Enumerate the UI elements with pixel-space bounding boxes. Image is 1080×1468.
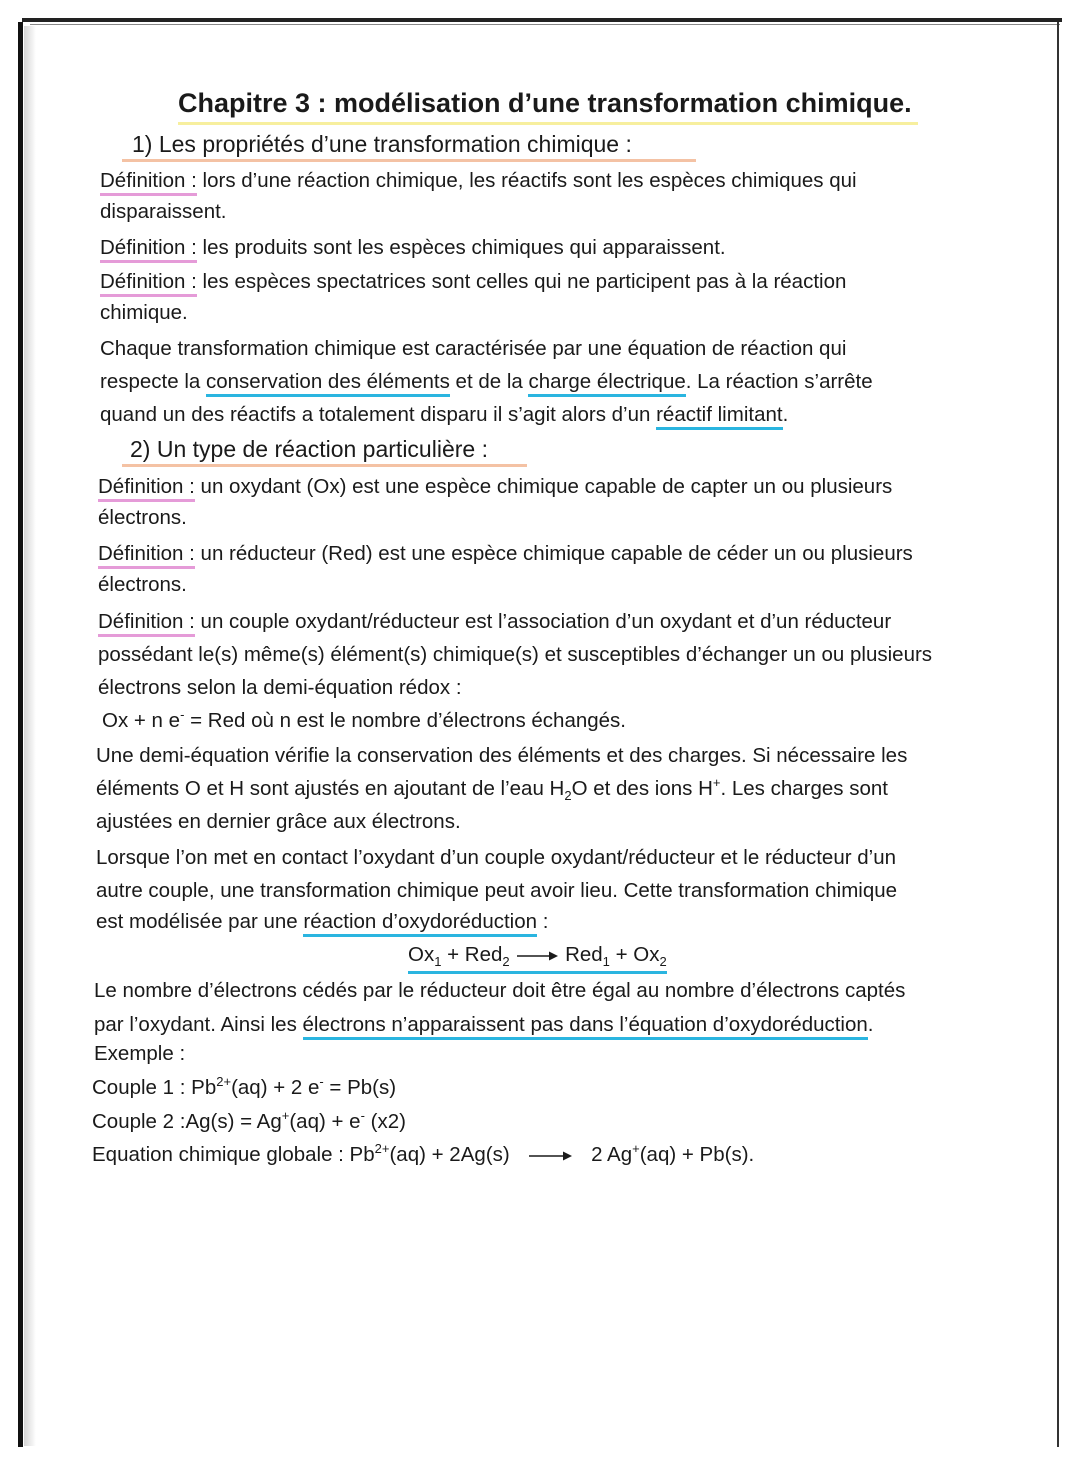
text-line: Lorsque l’on met en contact l’oxydant d’un couple oxydant/réducteur et le réducteur d’un [96, 846, 897, 869]
title-highlight [178, 122, 918, 125]
definition-label: Définition : [98, 610, 195, 637]
text-line: Le nombre d’électrons cédés par le réducteur doit être égal au nombre d’électrons captés [94, 979, 906, 1002]
text-line: électrons. [98, 573, 187, 596]
text-line: Une demi-équation vérifie la conservation des éléments et des charges. Si nécessaire les [96, 744, 908, 767]
redox-equation: $Ox_1 + Red_2$ $Red_1 + Ox_2$ [408, 942, 667, 974]
chapter-title: Chapitre 3 : modélisation d’une transformation chimique. [178, 88, 912, 118]
definition-label: Définition : [100, 236, 197, 263]
definition-produits: Définition : les produits sont les espèces chimiques qui apparaissent. [100, 235, 726, 261]
key-term: réactif limitant [656, 403, 782, 430]
couple-1: Couple 1 : $Pb^{2+}(aq) + 2$ e- = Pb(s) [92, 1074, 397, 1099]
section1-heading: 1) Les propriétés d’une transformation chimique : [132, 131, 632, 157]
example-label: Exemple : [94, 1042, 186, 1065]
definition-label: Définition : [98, 542, 195, 569]
definition-couple: Définition : un couple oxydant/réducteur est l’association d’un oxydant et d’un réducteur [98, 609, 891, 635]
couple-2: Couple 2 :Ag(s) = Ag+(aq) + e- (x2) [92, 1108, 406, 1133]
text-line: quand un des réactifs a totalement disparu il s’agit alors d’un réactif limitant. [100, 402, 788, 428]
definition-reactifs: Définition : lors d’une réaction chimique, les réactifs sont les espèces chimiques qui [100, 168, 857, 194]
text-line: électrons selon la demi-équation rédox : [98, 676, 462, 699]
text-line: électrons. [98, 506, 187, 529]
text-line: autre couple, une transformation chimique peut avoir lieu. Cette transformation chimique [96, 879, 898, 902]
text-line: par l’oxydant. Ainsi les électrons n’apparaissent pas dans l’équation d’oxydoréduction. [94, 1012, 874, 1038]
definition-label: Définition : [100, 169, 197, 196]
section2-heading: 2) Un type de réaction particulière : [130, 436, 488, 462]
text-line: possédant le(s) même(s) élément(s) chimique(s) et susceptibles d’échanger un ou plusieurs [98, 643, 933, 666]
definition-label: Définition : [100, 270, 197, 297]
reaction-arrow-icon [527, 1150, 573, 1162]
key-term: électrons n’apparaissent pas dans l’équation d’oxydoréduction [303, 1013, 868, 1040]
section2-highlight [122, 464, 527, 467]
text-line: disparaissent. [100, 200, 227, 223]
key-term: conservation des éléments [206, 370, 450, 397]
half-equation: Ox + n e- = Red où n est le nombre d’électrons échangés. [102, 707, 626, 732]
definition-reducteur: Définition : un réducteur (Red) est une espèce chimique capable de céder un ou plusieurs [98, 541, 913, 567]
text-line: chimique. [100, 301, 188, 324]
text-line: éléments O et H sont ajustés en ajoutant de l’eau $H_2O$ et des ions H+. Les charges sont [96, 775, 888, 804]
key-term: réaction d’oxydoréduction [303, 910, 537, 937]
definition-oxydant: Définition : un oxydant (Ox) est une espèce chimique capable de capter un ou plusieurs [98, 474, 892, 500]
reaction-arrow-icon [515, 950, 559, 962]
text-line: ajustées en dernier grâce aux électrons. [96, 810, 461, 833]
key-term: charge électrique [528, 370, 685, 397]
text-line: Chaque transformation chimique est caractérisée par une équation de réaction qui [100, 337, 847, 360]
definition-label: Définition : [98, 475, 195, 502]
definition-spectatrices: Définition : les espèces spectatrices sont celles qui ne participent pas à la réaction [100, 269, 846, 295]
text-line: respecte la conservation des éléments et de la charge électrique. La réaction s’arrête [100, 369, 873, 395]
global-equation: Equation chimique globale : $Pb^{2+}(aq) + 2Ag(s)$ 2 Ag+(aq) + Pb(s). [92, 1141, 755, 1166]
section1-highlight [122, 159, 696, 162]
text-line: est modélisée par une réaction d’oxydoréduction : [96, 909, 548, 935]
